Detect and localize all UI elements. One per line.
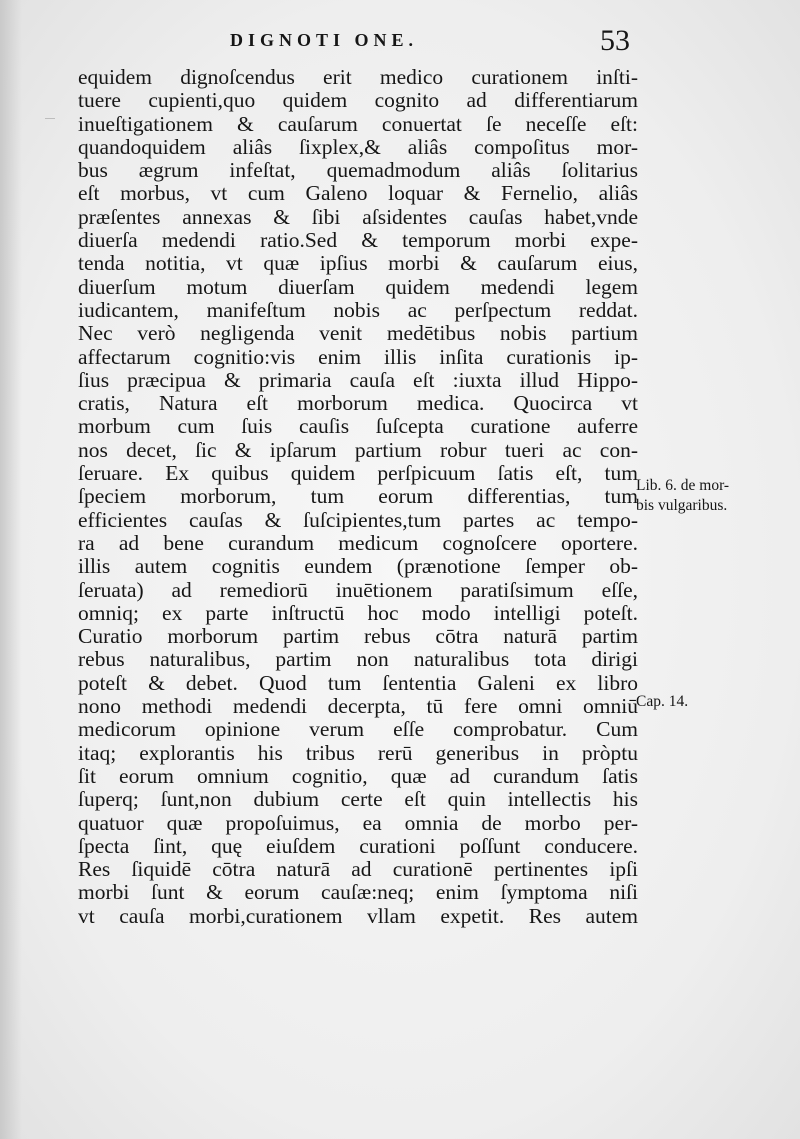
text-line: omniq; ex parte inſtructū hoc modo intelligi poteſt.	[78, 601, 638, 625]
text-line: ſpeciem morborum, tum eorum differentias, tum	[78, 485, 638, 509]
text-line: morbum cum ſuis cauſis ſuſcepta curatione auferre	[78, 415, 638, 439]
text-line: nos decet, ſic & ipſarum partium robur tueri ac con-	[78, 438, 638, 462]
text-line: tenda notitia, vt quæ ipſius morbi & cauſarum eius,	[78, 252, 638, 276]
text-line: ſit eorum omnium cognitio, quæ ad curandum ſatis	[78, 764, 638, 788]
text-line: efficientes cauſas & ſuſcipientes,tum partes ac tempo-	[78, 508, 638, 532]
text-line: iudicantem, manifeſtum nobis ac perſpectum reddat.	[78, 298, 638, 322]
text-line: ſeruata) ad remediorū inuētionem paratiſsimum eſſe,	[78, 578, 638, 602]
text-line: cratis, Natura eſt morborum medica. Quocirca vt	[78, 392, 638, 416]
text-line: ra ad bene curandum medicum cognoſcere oportere.	[78, 531, 638, 555]
text-line: Nec verò negligenda venit medētibus nobis partium	[78, 322, 638, 346]
text-line: ſuperq; ſunt,non dubium certe eſt quin intellectis his	[78, 788, 638, 812]
text-line: diuerſum motum diuerſam quidem medendi legem	[78, 275, 638, 299]
text-line: illis autem cognitis eundem (prænotione ſemper ob-	[78, 555, 638, 579]
text-line: nono methodi medendi decerpta, tū fere omni omniū	[78, 695, 638, 719]
text-line: ſpecta ſint, quę eiuſdem curationi poſſunt conducere.	[78, 834, 638, 858]
page-header	[78, 24, 638, 60]
text-line: præſentes annexas & ſibi aſsidentes cauſas habet,vnde	[78, 205, 638, 229]
text-line: inueſtigationem & cauſarum conuertat ſe neceſſe eſt:	[78, 112, 638, 136]
page-gutter-shadow	[0, 0, 22, 1139]
margin-note-line: Cap. 14.	[636, 693, 689, 710]
text-line: ſius præcipua & primaria cauſa eſt :iuxta illud Hippo-	[78, 368, 638, 392]
text-line: eſt morbus, vt cum Galeno loquar & Fernelio, aliâs	[78, 182, 638, 206]
margin-note-line: bis vulgaribus.	[636, 497, 728, 514]
text-line: Curatio morborum partim rebus cōtra naturā partim	[78, 625, 638, 649]
margin-note-line: Lib. 6. de mor-	[636, 477, 730, 494]
text-line: rebus naturalibus, partim non naturalibus tota dirigi	[78, 648, 638, 672]
margin-note-lib	[636, 476, 729, 516]
text-line: equidem dignoſcendus erit medico curationem inſti-	[78, 66, 638, 89]
text-line: quandoquidem aliâs ſixplex,& aliâs compoſitus mor-	[78, 135, 638, 159]
text-line: ſeruare. Ex quibus quidem perſpicuum ſatis eſt, tum	[78, 462, 638, 486]
text-line: bus ægrum infeſtat, quemadmodum aliâs ſolitarius	[78, 159, 638, 183]
ink-mark	[45, 118, 55, 119]
text-line: quatuor quæ propoſuimus, ea omnia de morbo per-	[78, 811, 638, 835]
text-line: affectarum cognitio:vis enim illis inſita curationis ip-	[78, 345, 638, 369]
margin-note-cap	[636, 692, 688, 712]
body-text	[78, 66, 638, 928]
text-line: itaq; explorantis his tribus rerū generibus in pròptu	[78, 741, 638, 765]
text-line: diuerſa medendi ratio.Sed & temporum morbi expe-	[78, 229, 638, 253]
text-line: tuere cupienti,quo quidem cognito ad differentiarum	[78, 89, 638, 113]
text-line: morbi ſunt & eorum cauſæ:neq; enim ſymptoma niſi	[78, 881, 638, 905]
text-line: Res ſiquidē cōtra naturā ad curationē pertinentes ipſi	[78, 858, 638, 882]
text-line: medicorum opinione verum eſſe comprobatur. Cum	[78, 718, 638, 742]
text-line: vt cauſa morbi,curationem vllam expetit. Res autem	[78, 904, 638, 928]
running-head: DIGNOTI ONE.	[230, 30, 419, 50]
text-line: poteſt & debet. Quod tum ſententia Galeni ex libro	[78, 671, 638, 695]
page-number: 53	[600, 24, 630, 57]
